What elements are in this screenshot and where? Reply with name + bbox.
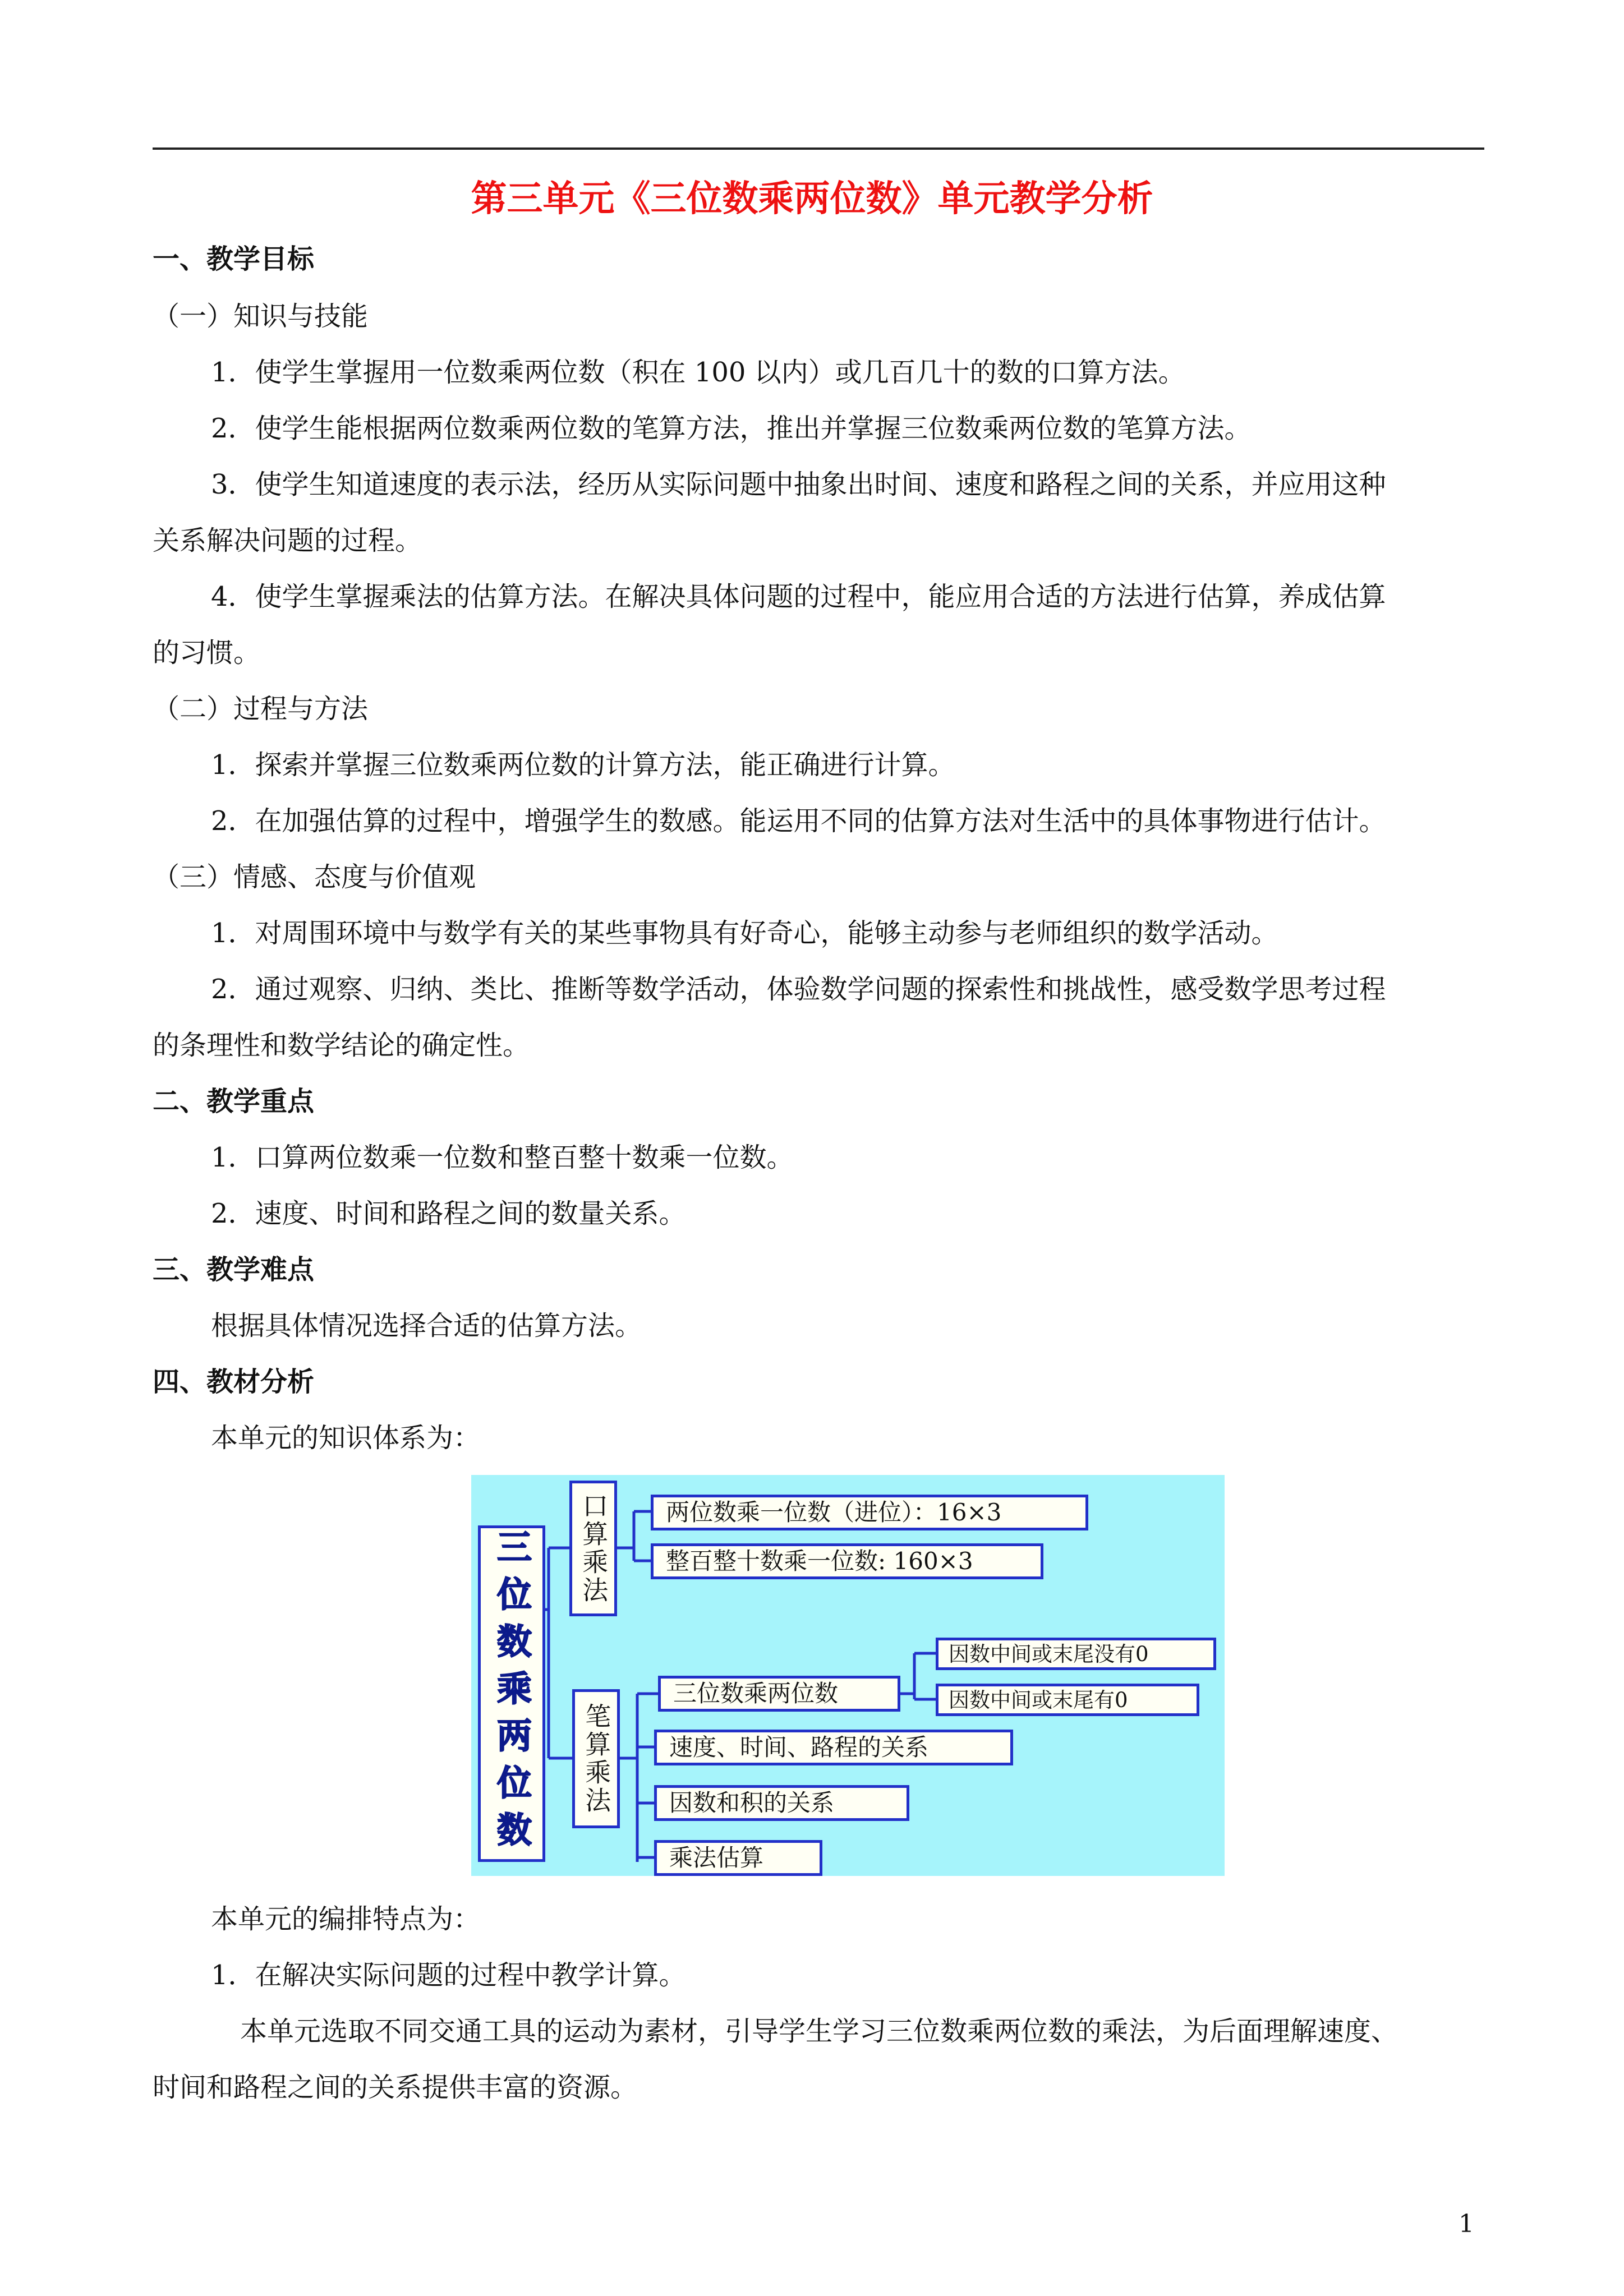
diagram-written-calc: 笔算乘法 bbox=[572, 1689, 620, 1828]
goal-1-4: 4．使学生掌握乘法的估算方法。在解决具体问题的过程中，能应用合适的方法进行估算，养成估算 bbox=[211, 581, 1386, 612]
feature-1: 1．在解决实际问题的过程中教学计算。 bbox=[211, 1960, 686, 1991]
diagram-written-item-2: 因数和积的关系 bbox=[654, 1785, 909, 1821]
subsection-3-heading: （三）情感、态度与价值观 bbox=[153, 861, 476, 893]
goal-1-4-cont: 的习惯。 bbox=[153, 637, 261, 668]
diagram-root: 三位数乘两位数 bbox=[478, 1525, 545, 1862]
section-4-heading: 四、教材分析 bbox=[153, 1366, 315, 1398]
diagram-written-item-3: 乘法估算 bbox=[654, 1840, 822, 1876]
goal-1-2: 2．使学生能根据两位数乘两位数的笔算方法，推出并掌握三位数乘两位数的笔算方法。 bbox=[211, 413, 1252, 444]
key-point-1: 1．口算两位数乘一位数和整百整十数乘一位数。 bbox=[211, 1142, 794, 1173]
diagram-written-sub-2: 因数中间或末尾有0 bbox=[936, 1684, 1199, 1716]
subsection-1-heading: （一）知识与技能 bbox=[153, 301, 369, 332]
page-number: 1 bbox=[1459, 2210, 1474, 2238]
knowledge-system-intro: 本单元的知识体系为： bbox=[211, 1422, 481, 1454]
goal-2-2: 2．在加强估算的过程中，增强学生的数感。能运用不同的估算方法对生活中的具体事物进行估计。 bbox=[211, 805, 1386, 837]
diagram-written-sub-1: 因数中间或末尾没有0 bbox=[936, 1638, 1216, 1670]
diagram-oral-calc: 口算乘法 bbox=[569, 1481, 617, 1616]
key-point-2: 2．速度、时间和路程之间的数量关系。 bbox=[211, 1198, 686, 1229]
arrangement-features-intro: 本单元的编排特点为： bbox=[211, 1903, 481, 1935]
subsection-2-heading: （二）过程与方法 bbox=[153, 693, 369, 725]
goal-1-1: 1．使学生掌握用一位数乘两位数（积在 100 以内）或几百几十的数的口算方法。 bbox=[211, 357, 1185, 388]
diagram-oral-item-1: 两位数乘一位数（进位）：16×3 bbox=[651, 1495, 1088, 1530]
diagram-written-main: 三位数乘两位数 bbox=[658, 1676, 900, 1712]
diagram-written-item-1: 速度、时间、路程的关系 bbox=[654, 1730, 1013, 1765]
header-rule bbox=[153, 147, 1484, 150]
goal-1-3: 3．使学生知道速度的表示法，经历从实际问题中抽象出时间、速度和路程之间的关系，并应用这种 bbox=[211, 469, 1386, 500]
knowledge-system-diagram bbox=[471, 1475, 1225, 1876]
goal-3-2: 2．通过观察、归纳、类比、推断等数学活动，体验数学问题的探索性和挑战性，感受数学思考过程 bbox=[211, 974, 1386, 1005]
page-title: 第三单元《三位数乘两位数》单元教学分析 bbox=[471, 178, 1153, 220]
feature-1-paragraph-cont: 时间和路程之间的关系提供丰富的资源。 bbox=[153, 2072, 638, 2103]
goal-2-1: 1．探索并掌握三位数乘两位数的计算方法，能正确进行计算。 bbox=[211, 749, 955, 781]
goal-3-1: 1．对周围环境中与数学有关的某些事物具有好奇心，能够主动参与老师组织的数学活动。 bbox=[211, 918, 1278, 949]
section-2-heading: 二、教学重点 bbox=[153, 1086, 315, 1117]
goal-1-3-cont: 关系解决问题的过程。 bbox=[153, 525, 422, 556]
section-1-heading: 一、教学目标 bbox=[153, 243, 315, 275]
diagram-oral-item-2: 整百整十数乘一位数: 160×3 bbox=[651, 1543, 1043, 1579]
goal-3-2-cont: 的条理性和数学结论的确定性。 bbox=[153, 1030, 530, 1061]
difficulty-text: 根据具体情况选择合适的估算方法。 bbox=[211, 1310, 642, 1341]
section-3-heading: 三、教学难点 bbox=[153, 1254, 315, 1285]
feature-1-paragraph: 本单元选取不同交通工具的运动为素材，引导学生学习三位数乘两位数的乘法，为后面理解速度、 bbox=[240, 2016, 1398, 2047]
